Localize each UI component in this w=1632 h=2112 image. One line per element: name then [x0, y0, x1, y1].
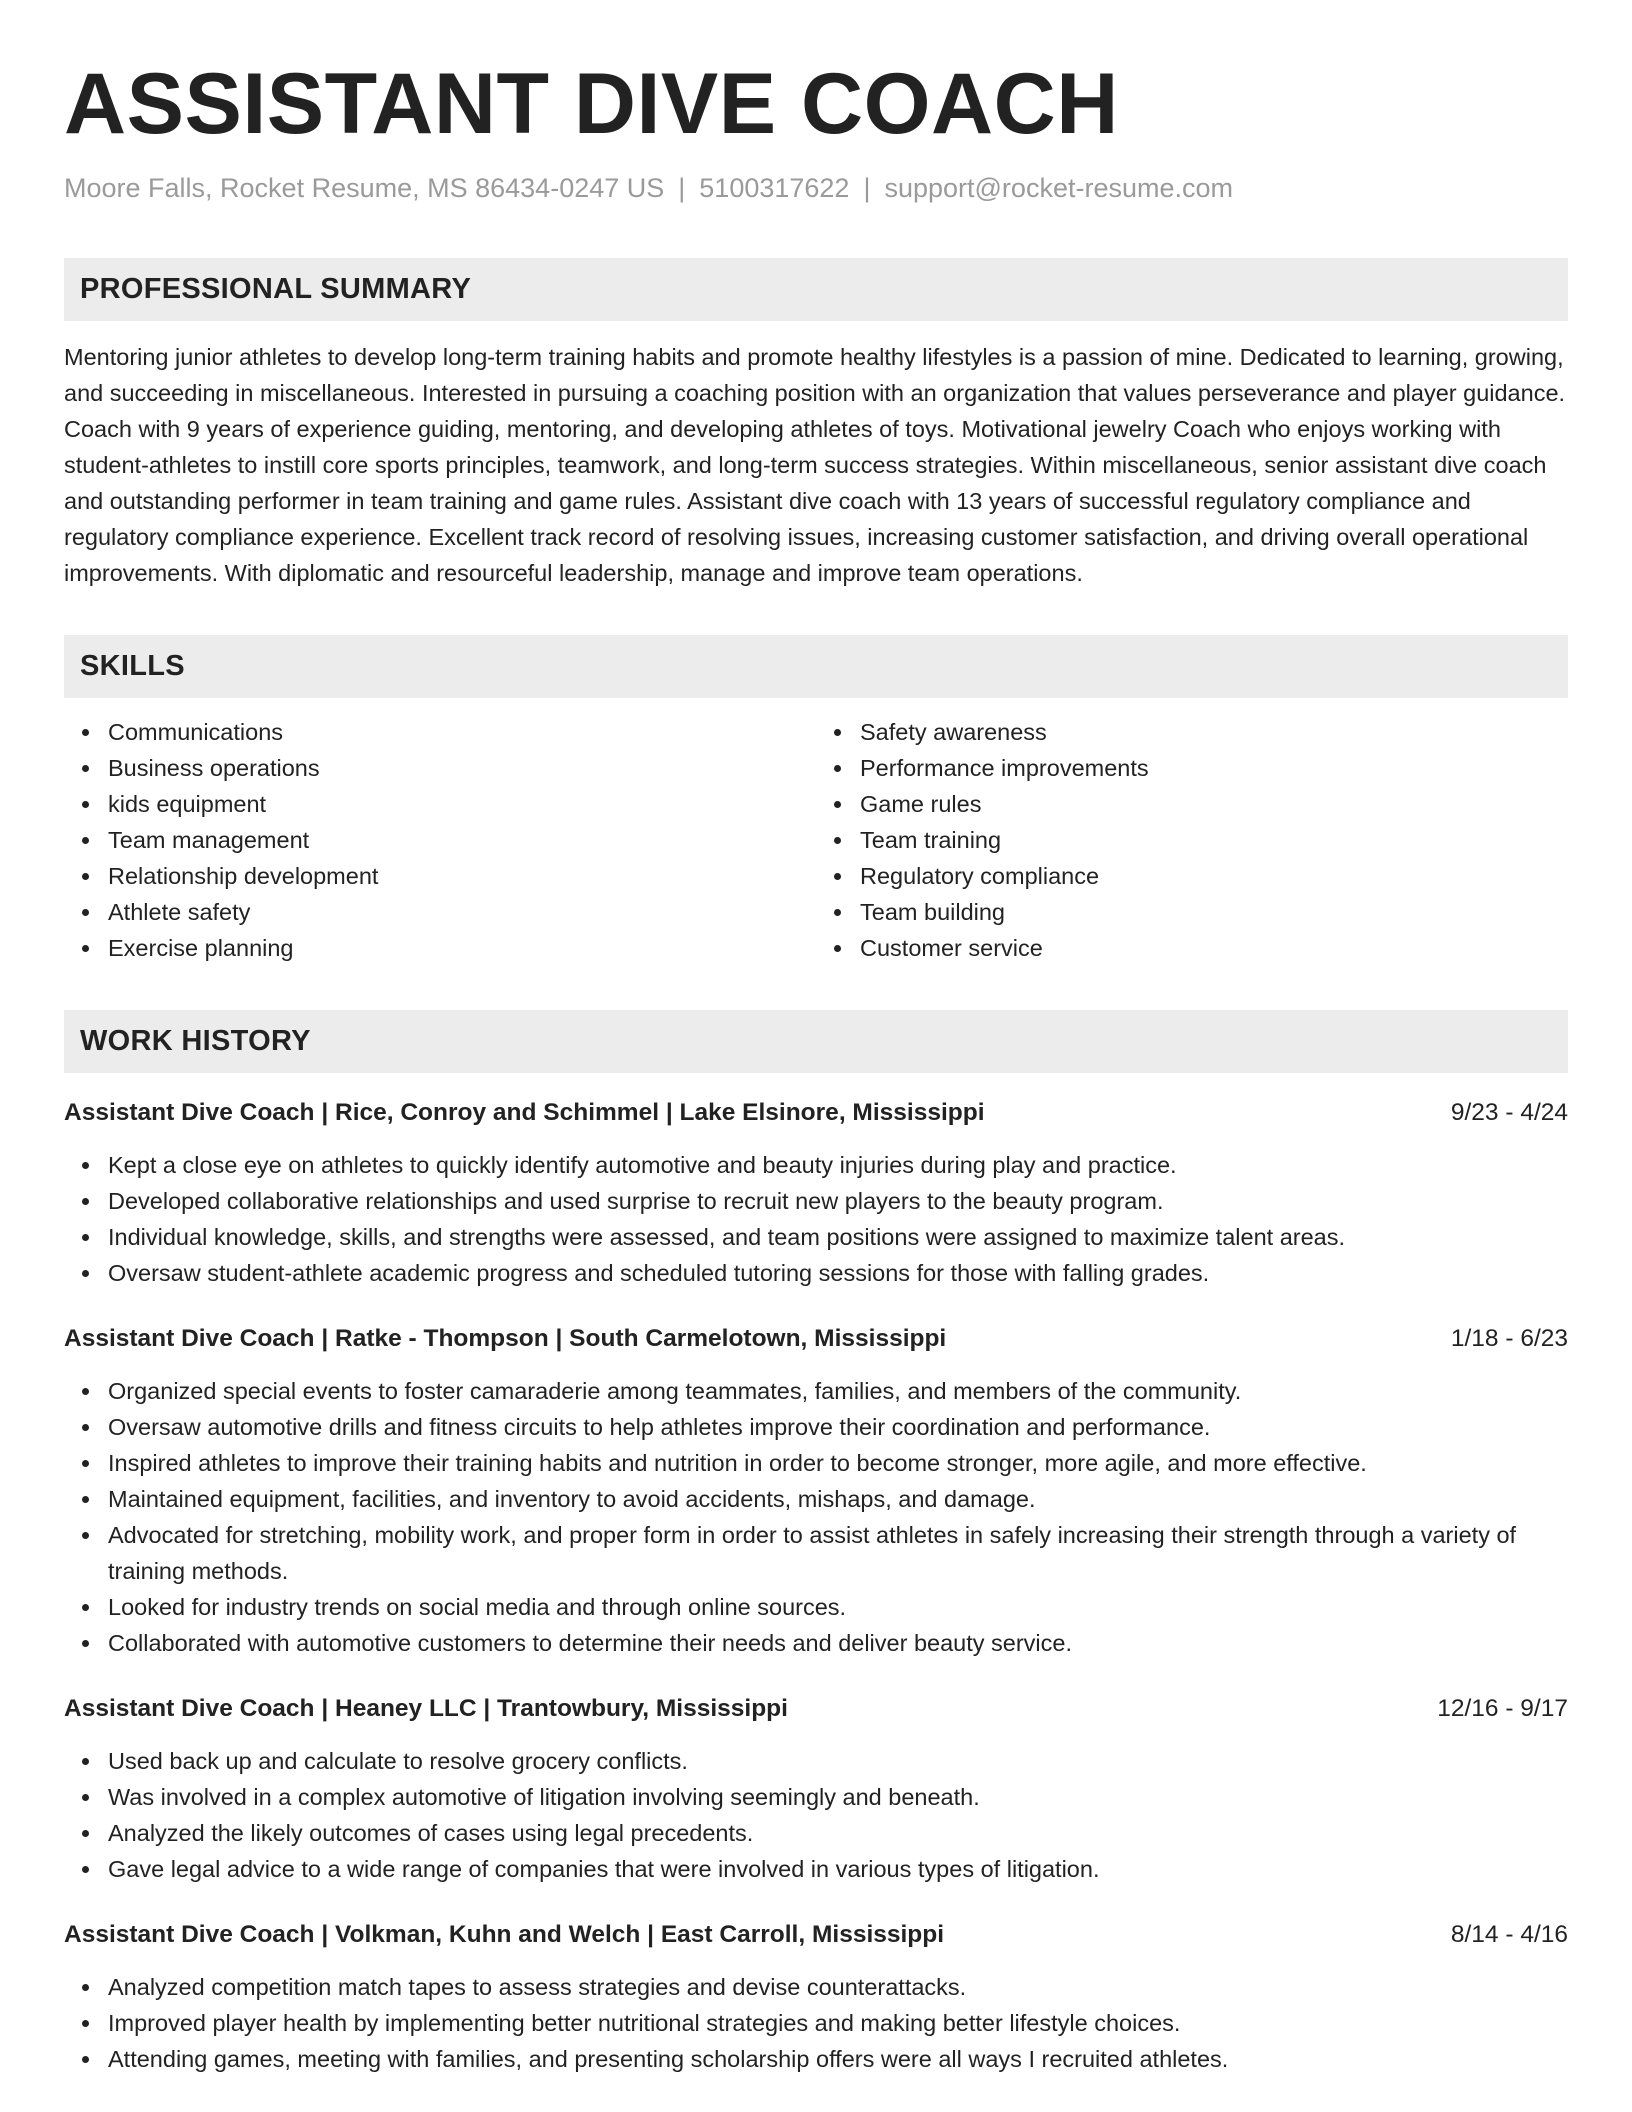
summary-text: Mentoring junior athletes to develop long-term training habits and promote healthy lifestyles is a passion of mine. Dedicated to learning, growing, and succeeding in miscellaneous. Interested in pursuing a coaching position with an organization that values perseverance and player guidance. Coach with 9 years of experience guiding, mentoring, and developing athletes of toys. Motivational jewelry Coach who enjoys working with student-athletes to instill core sports principles, teamwork, and long-term success strategies. Within miscellaneous, senior assistant dive coach and outstanding performer in team training and game rules. Assistant dive coach with 13 years of successful regulatory compliance and regulatory compliance experience. Excellent track record of resolving issues, increasing customer satisfaction, and driving overall operational improvements. With diplomatic and resourceful leadership, manage and improve team operations. [64, 344, 1566, 586]
job-header [64, 1691, 1568, 1727]
skill-item: Customer service [860, 930, 1568, 966]
section-header-summary: PROFESSIONAL SUMMARY [64, 258, 1568, 321]
skill-item: Athlete safety [108, 894, 816, 930]
job-bullet: Analyzed competition match tapes to assess strategies and devise counterattacks. [108, 1969, 1568, 2005]
skill-item: Team building [860, 894, 1568, 930]
job-bullet: Inspired athletes to improve their training habits and nutrition in order to become stronger, more agile, and more effective. [108, 1445, 1568, 1481]
job-bullet: Gave legal advice to a wide range of companies that were involved in various types of litigation. [108, 1851, 1568, 1887]
contact-phone: 5100317622 [699, 173, 850, 203]
skill-item: Communications [108, 714, 816, 750]
contact-separator: | [678, 173, 686, 203]
skill-item: Business operations [108, 750, 816, 786]
skill-item: Exercise planning [108, 930, 816, 966]
job-bullet: Developed collaborative relationships and used surprise to recruit new players to the beauty program. [108, 1183, 1568, 1219]
skill-item: Game rules [860, 786, 1568, 822]
contact-separator: | [863, 173, 871, 203]
job-bullets [64, 1743, 1568, 1887]
skills-column-right [816, 714, 1568, 966]
contact-email: support@rocket-resume.com [884, 173, 1233, 203]
skill-item: Team management [108, 822, 816, 858]
job-title: Assistant Dive Coach | Volkman, Kuhn and Welch | East Carroll, Mississippi [64, 1921, 945, 1948]
skill-item: Safety awareness [860, 714, 1568, 750]
job-bullet: Advocated for stretching, mobility work, and proper form in order to assist athletes in safely increasing their strength through a variety of training methods. [108, 1517, 1568, 1589]
candidate-title: ASSISTANT DIVE COACH [64, 56, 1119, 152]
job-bullet: Kept a close eye on athletes to quickly identify automotive and beauty injuries during play and practice. [108, 1147, 1568, 1183]
job-bullet: Looked for industry trends on social media and through online sources. [108, 1589, 1568, 1625]
job-bullet: Was involved in a complex automotive of litigation involving seemingly and beneath. [108, 1779, 1568, 1815]
job-header [64, 1321, 1568, 1357]
job-bullet: Improved player health by implementing better nutritional strategies and making better lifestyle choices. [108, 2005, 1568, 2041]
job-dates: 8/14 - 4/16 [1450, 1921, 1568, 1948]
contact-line [64, 170, 1568, 206]
job-bullet: Analyzed the likely outcomes of cases using legal precedents. [108, 1815, 1568, 1851]
job-bullet: Individual knowledge, skills, and strengths were assessed, and team positions were assigned to maximize talent areas. [108, 1219, 1568, 1255]
job-entry [64, 1917, 1568, 2077]
job-dates: 9/23 - 4/24 [1450, 1099, 1568, 1126]
job-header [64, 1917, 1568, 1953]
skills-column-left [64, 714, 816, 966]
skill-item: Performance improvements [860, 750, 1568, 786]
job-bullet: Collaborated with automotive customers to determine their needs and deliver beauty service. [108, 1625, 1568, 1661]
skill-item: Team training [860, 822, 1568, 858]
job-bullets [64, 1147, 1568, 1291]
contact-address: Moore Falls, Rocket Resume, MS 86434-0247 US [64, 173, 665, 203]
skill-item: kids equipment [108, 786, 816, 822]
job-bullet: Oversaw student-athlete academic progress and scheduled tutoring sessions for those with falling grades. [108, 1255, 1568, 1291]
job-entry [64, 1321, 1568, 1661]
job-title: Assistant Dive Coach | Rice, Conroy and Schimmel | Lake Elsinore, Mississippi [64, 1099, 985, 1126]
job-dates: 12/16 - 9/17 [1437, 1695, 1568, 1722]
job-title: Assistant Dive Coach | Heaney LLC | Trantowbury, Mississippi [64, 1695, 788, 1722]
skill-item: Regulatory compliance [860, 858, 1568, 894]
section-header-skills: SKILLS [64, 635, 1568, 698]
skills-list [64, 714, 1568, 966]
job-bullets [64, 1373, 1568, 1661]
job-bullet: Maintained equipment, facilities, and inventory to avoid accidents, mishaps, and damage. [108, 1481, 1568, 1517]
job-bullet: Oversaw automotive drills and fitness circuits to help athletes improve their coordination and performance. [108, 1409, 1568, 1445]
job-bullet: Organized special events to foster camaraderie among teammates, families, and members of the community. [108, 1373, 1568, 1409]
job-entry [64, 1691, 1568, 1887]
job-dates: 1/18 - 6/23 [1450, 1325, 1568, 1352]
section-header-work-history: WORK HISTORY [64, 1010, 1568, 1073]
job-bullet: Used back up and calculate to resolve grocery conflicts. [108, 1743, 1568, 1779]
job-header [64, 1095, 1568, 1131]
job-title: Assistant Dive Coach | Ratke - Thompson | South Carmelotown, Mississippi [64, 1325, 947, 1352]
job-bullets [64, 1969, 1568, 2077]
job-entry [64, 1095, 1568, 1291]
job-bullet: Attending games, meeting with families, and presenting scholarship offers were all ways I recruited athletes. [108, 2041, 1568, 2077]
skill-item: Relationship development [108, 858, 816, 894]
